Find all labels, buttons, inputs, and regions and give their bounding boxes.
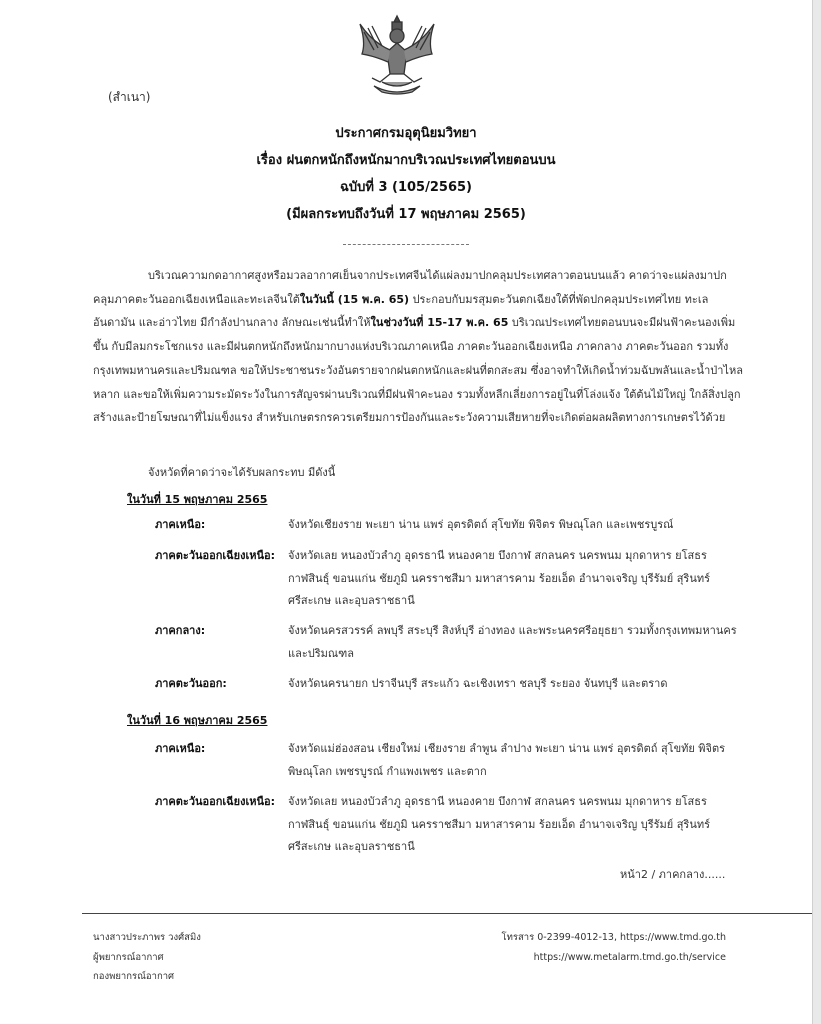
- body-text-2: ประกอบกับมรสุมตะวันตกเฉียงใต้ที่พัดปกคลุมประเทศไทย ทะเลอันดามัน และอ่าวไทย มีกำลังปานกลาง ลักษณะเช่นนี้ทำให้: [93, 292, 709, 330]
- alarm-service-url: https://www.metalarm.tmd.go.th/service: [533, 951, 726, 963]
- region-provinces: จังหวัดเชียงราย พะเยา น่าน แพร่ อุตรดิตถ์ สุโขทัย พิจิตร พิษณุโลก และเพชรบูรณ์: [288, 518, 674, 531]
- region-name: ภาคเหนือ:: [155, 742, 206, 755]
- body-paragraph: [93, 264, 743, 430]
- day-heading: ในวันที่ 15 พฤษภาคม 2565: [127, 493, 268, 506]
- forecaster-position: ผู้พยากรณ์อากาศ: [93, 951, 164, 963]
- announcement-subject: เรื่อง ฝนตกหนักถึงหนักมากบริเวณประเทศไทยตอนบน: [256, 153, 556, 168]
- announcement-title: ประกาศกรมอุตุนิยมวิทยา: [335, 126, 477, 141]
- continued-on-next-page: หน้า2 / ภาคกลาง......: [620, 868, 726, 881]
- forecast-division: กองพยากรณ์อากาศ: [93, 971, 175, 982]
- region-name: ภาคตะวันออก:: [155, 677, 227, 690]
- footer-contact: [440, 928, 726, 967]
- copy-label: (สำเนา): [108, 90, 151, 104]
- region-name: ภาคตะวันออกเฉียงเหนือ:: [155, 795, 276, 808]
- region-provinces: จังหวัดนครสวรรค์ ลพบุรี สระบุรี สิงห์บุรี อ่างทอง และพระนครศรีอยุธยา รวมทั้งกรุงเทพมหานครและปริมณฑล: [288, 624, 737, 660]
- region-name: ภาคเหนือ:: [155, 518, 206, 531]
- announcement-header: [0, 120, 812, 228]
- announcement-issue: ฉบับที่ 3 (105/2565): [340, 180, 472, 195]
- separator-line: [343, 234, 469, 245]
- announcement-effective: (มีผลกระทบถึงวันที่ 17 พฤษภาคม 2565): [286, 207, 526, 222]
- body-bold-1: ในวันนี้ (15 พ.ค. 65): [299, 292, 410, 306]
- provinces-intro: จังหวัดที่คาดว่าจะได้รับผลกระทบ มีดังนี้: [148, 466, 336, 479]
- footer-divider: [82, 913, 812, 914]
- region-provinces: จังหวัดนครนายก ปราจีนบุรี สระแก้ว ฉะเชิงเทรา ชลบุรี ระยอง จันทบุรี และตราด: [288, 677, 668, 690]
- fax-and-website: โทรสาร 0-2399-4012-13, https://www.tmd.go.th: [501, 932, 726, 943]
- region-provinces: จังหวัดเลย หนองบัวลำภู อุดรธานี หนองคาย บึงกาฬ สกลนคร นครพนม มุกดาหาร ยโสธร กาฬสินธุ์ ขอนแก่น ชัยภูมิ นครราชสีมา มหาสารคาม ร้อยเอ็ด อำนาจเจริญ บุรีรัมย์ สุรินทร์ ศรีสะเกษ และอุบลราชธานี: [288, 795, 711, 853]
- body-bold-2: ในช่วงวันที่ 15-17 พ.ค. 65: [370, 316, 509, 330]
- body-text-3: บริเวณประเทศไทยตอนบนจะมีฝนฟ้าคะนองเพิ่มขึ้น กับมีลมกระโชกแรง และมีฝนตกหนักถึงหนักมากบางแห่งบริเวณภาคเหนือ ภาคตะวันออกเฉียงเหนือ ภาคกลาง ภาคตะวันออก รวมทั้งกรุงเทพมหานครและปริมณฑล ขอให้ประชาชนระวังอันตรายจากฝนตกหนักและฝนที่ตกสะสม ซึ่งอาจทำให้เกิดน้ำท่วมฉับพลันและน้ำป่าไหลหลาก และขอให้เพิ่มความระมัดระวังในการสัญจรผ่านบริเวณที่มีฝนฟ้าคะนอง รวมทั้งหลีกเลี่ยงการอยู่ในที่โล่งแจ้ง ใต้ต้นไม้ใหญ่ ใกล้สิ่งปลูกสร้างและป้ายโฆษณาที่ไม่แข็งแรง สำหรับเกษตรกรควรเตรียมการป้องกันและระวังความเสียหายที่จะเกิดต่อผลผลิตทางการเกษตรไว้ด้วย: [93, 316, 743, 425]
- footer-signatory: [93, 928, 201, 987]
- region-name: ภาคกลาง:: [155, 624, 206, 637]
- forecaster-name: นางสาวประภาพร วงศ์สมิง: [93, 932, 201, 943]
- body-text-1: บริเวณความกดอากาศสูงหรือมวลอากาศเย็นจากประเทศจีนได้แผ่ลงมาปกคลุมประเทศลาวตอนบนแล้ว คาดว่าจะแผ่ลงมาปกคลุมภาคตะวันออกเฉียงเหนือและทะเลจีนใต้: [93, 269, 727, 306]
- region-provinces: จังหวัดเลย หนองบัวลำภู อุดรธานี หนองคาย บึงกาฬ สกลนคร นครพนม มุกดาหาร ยโสธร กาฬสินธุ์ ขอนแก่น ชัยภูมิ นครราชสีมา มหาสารคาม ร้อยเอ็ด อำนาจเจริญ บุรีรัมย์ สุรินทร์ ศรีสะเกษ และอุบลราชธานี: [288, 549, 711, 607]
- day-heading: ในวันที่ 16 พฤษภาคม 2565: [127, 714, 268, 727]
- region-provinces: จังหวัดแม่ฮ่องสอน เชียงใหม่ เชียงราย ลำพูน ลำปาง พะเยา น่าน แพร่ อุตรดิตถ์ สุโขทัย พิจิตร พิษณุโลก เพชรบูรณ์ กำแพงเพชร และตาก: [288, 742, 726, 778]
- garuda-emblem: [352, 12, 442, 98]
- region-name: ภาคตะวันออกเฉียงเหนือ:: [155, 549, 276, 562]
